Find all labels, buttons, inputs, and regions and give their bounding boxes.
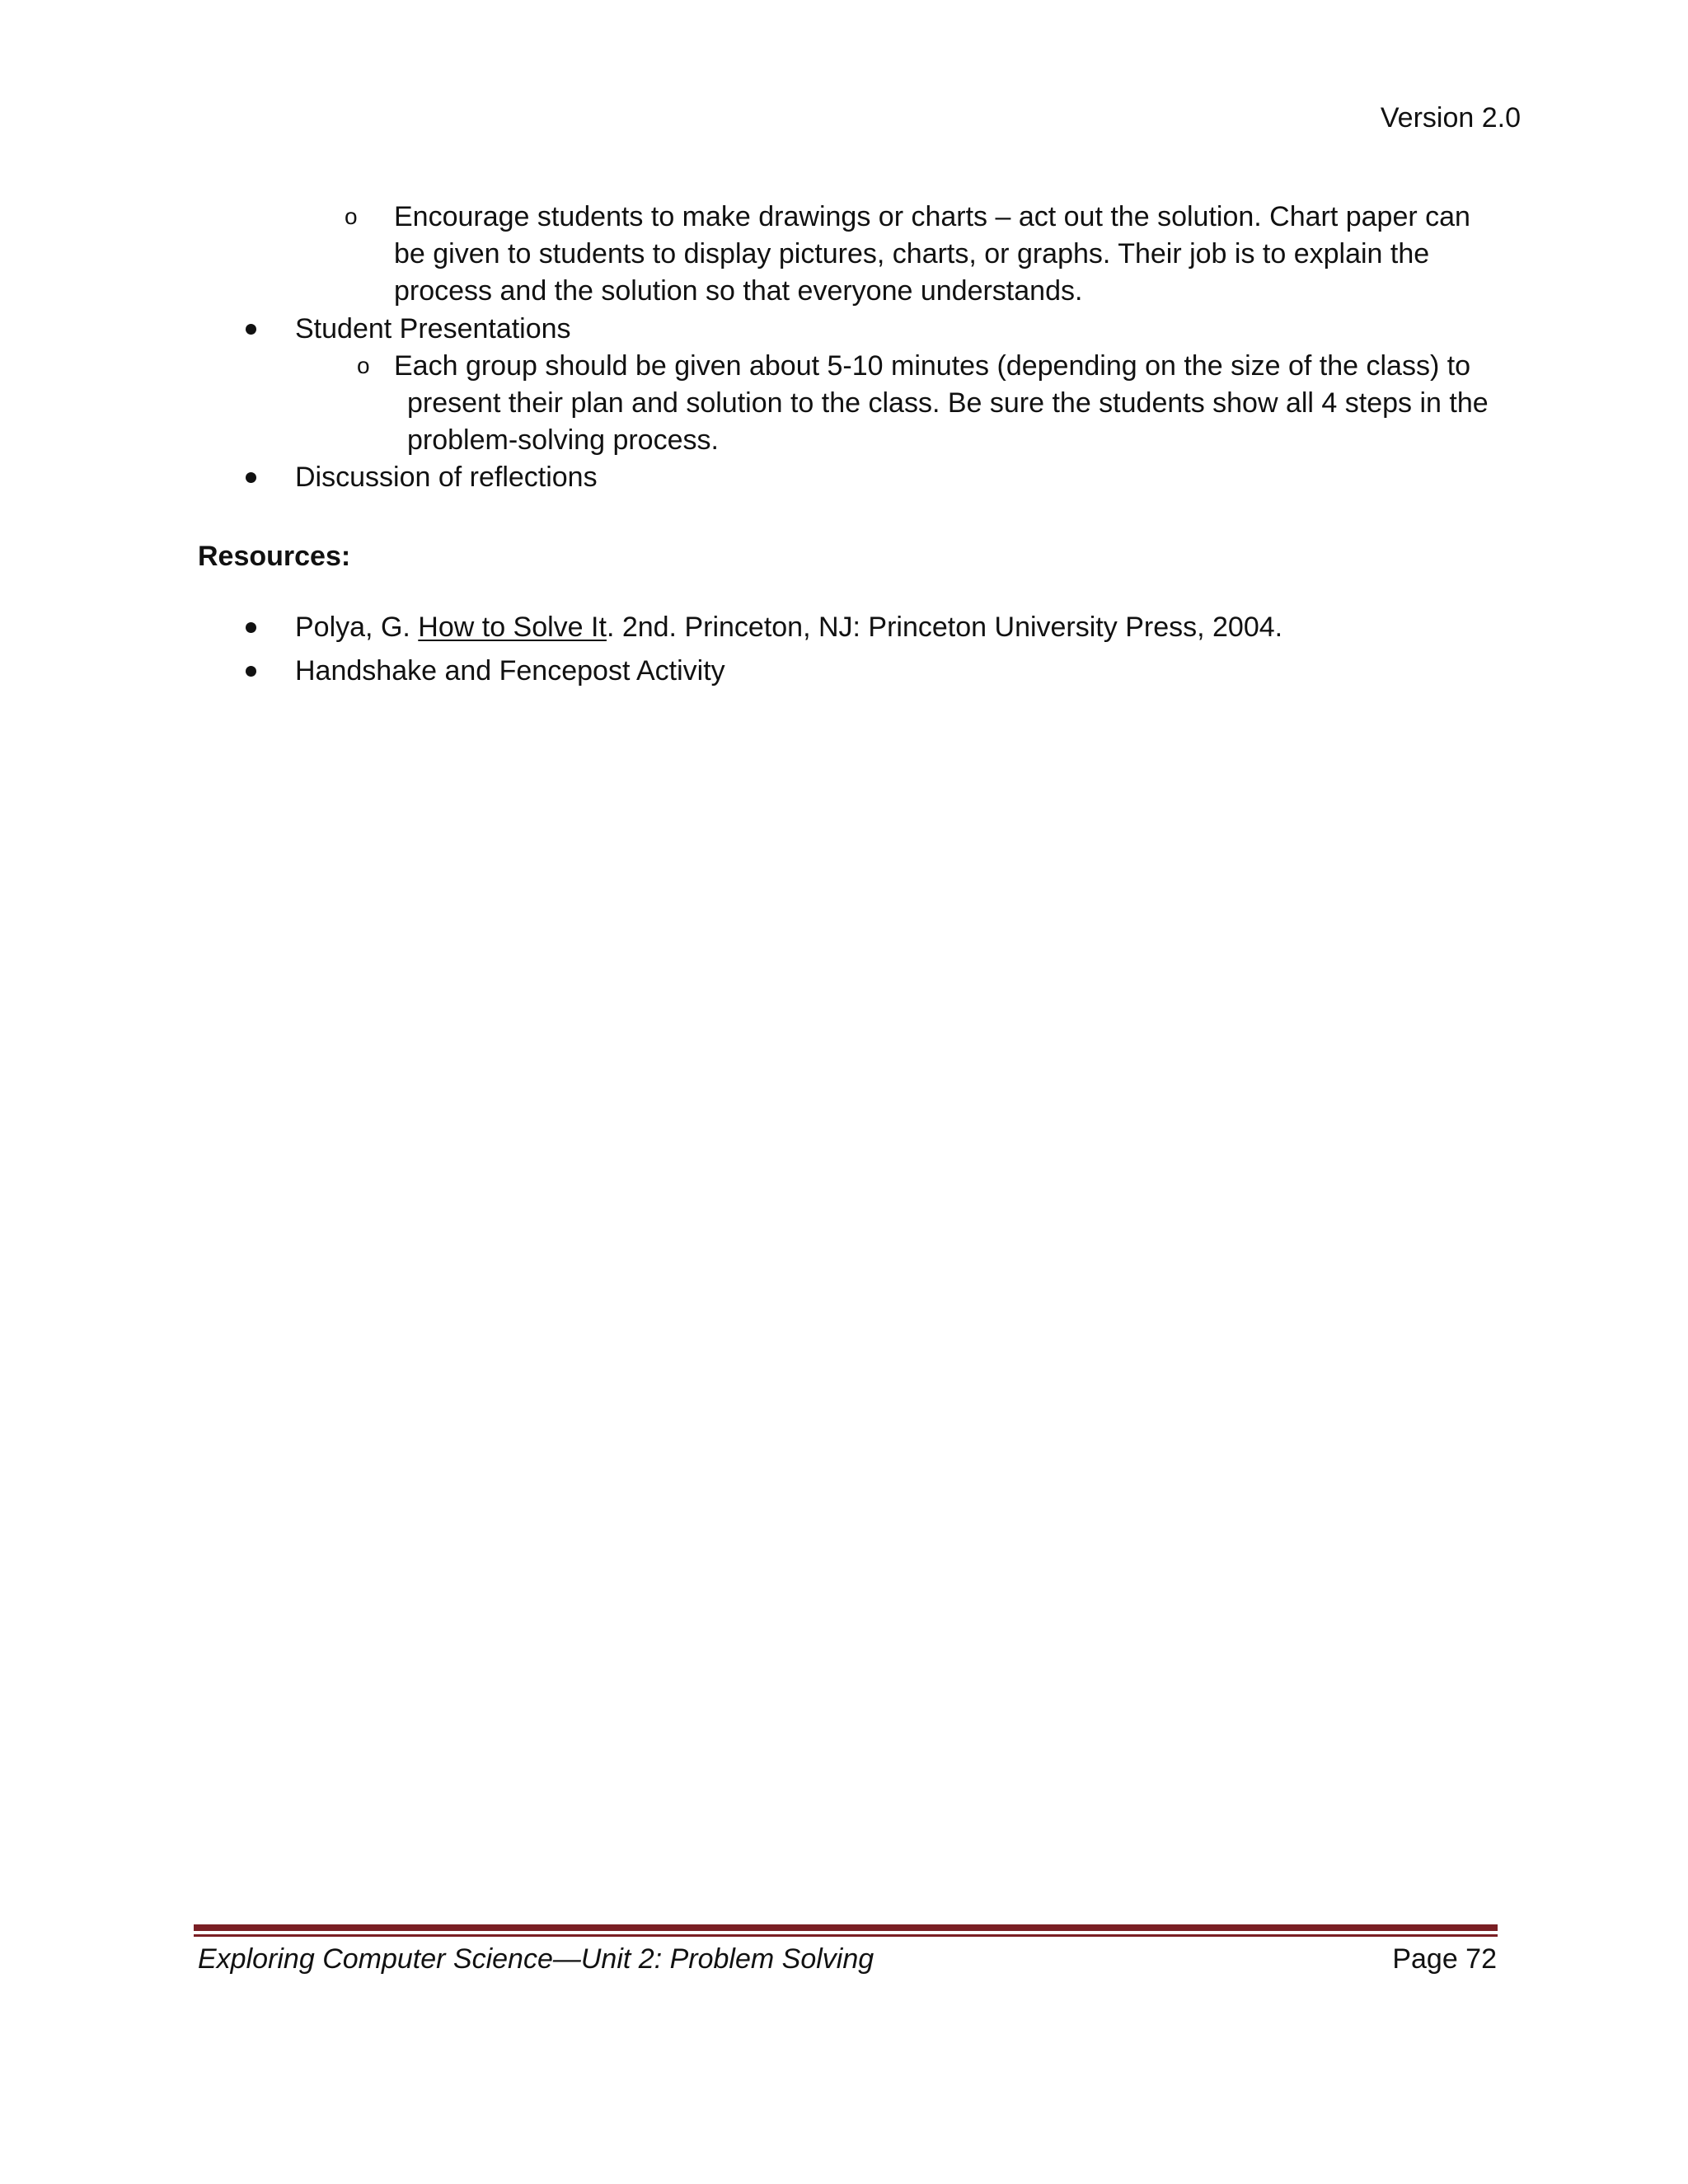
hollow-circle-bullet-icon: o (357, 353, 370, 378)
sub-item-line: present their plan and solution to the class. Be sure the students show all 4 steps in the (407, 387, 1489, 419)
citation-details: . 2nd. Princeton, NJ: Princeton University Press, 2004. (606, 612, 1283, 643)
footer-divider (194, 1924, 1498, 1931)
sub-item-line: problem-solving process. (407, 424, 719, 456)
citation-author: Polya, G. (295, 612, 419, 643)
bullet-dot-icon (246, 622, 256, 633)
book-title-link[interactable]: How to Solve It (418, 612, 607, 643)
footer-page-number: Page 72 (1392, 1943, 1497, 1975)
bullet-dot-icon (246, 324, 256, 335)
resources-heading: Resources: (198, 541, 351, 572)
bullet-dot-icon (246, 472, 256, 483)
sub-item-line: be given to students to display pictures, charts, or graphs. Their job is to explain the (394, 238, 1430, 269)
footer-document-title: Exploring Computer Science—Unit 2: Problem Solving (198, 1943, 874, 1975)
list-item-label: Student Presentations (295, 313, 571, 344)
bullet-dot-icon (246, 666, 256, 677)
list-item-label: Discussion of reflections (295, 462, 598, 493)
version-label: Version 2.0 (1380, 102, 1521, 134)
sub-item-line: process and the solution so that everyone understands. (394, 275, 1083, 307)
resource-label: Handshake and Fencepost Activity (295, 655, 725, 687)
sub-item-line: Each group should be given about 5-10 minutes (depending on the size of the class) to (394, 350, 1471, 382)
resource-citation (295, 609, 1282, 646)
hollow-circle-bullet-icon: o (345, 204, 358, 229)
sub-item-line: Encourage students to make drawings or charts – act out the solution. Chart paper can (394, 201, 1470, 232)
footer-divider-thin (194, 1934, 1498, 1937)
